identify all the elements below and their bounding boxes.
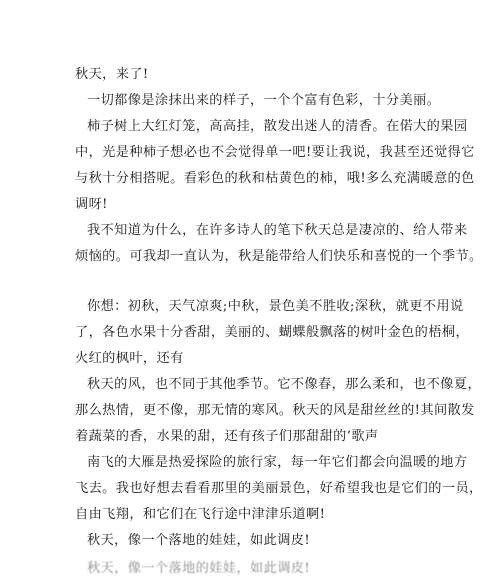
- text-line: 你想：初秋，天气凉爽;中秋，景色美不胜收;深秋，就更不用说: [87, 299, 464, 314]
- paragraph-6: [75, 450, 483, 528]
- text-line: 烦恼的。可我却一直认为，秋是能带给人们快乐和喜悦的一个季节。: [75, 249, 483, 264]
- paragraph-title: [75, 62, 435, 88]
- paragraph-8-cutoff: [75, 556, 435, 582]
- paragraph-7: [75, 528, 435, 554]
- paragraph-2: [75, 114, 475, 218]
- text-line: 与秋十分相搭呢。看彩色的秋和枯黄色的柿，哦!多么充满暖意的色: [75, 171, 475, 186]
- text-line: 那么热情，更不像，那无情的寒风。秋天的风是甜丝丝的!其间散发: [75, 403, 475, 418]
- text-line: 秋天，像一个落地的娃娃，如此调皮!: [87, 561, 311, 576]
- text-line: 自由飞翔，和它们在飞行途中津津乐道啊!: [75, 507, 326, 522]
- text-line: 着蔬菜的香，水果的甜，还有孩子们那甜甜的’歌声: [75, 429, 379, 444]
- text-line: 秋天，像一个落地的娃娃，如此调皮!: [87, 533, 311, 548]
- paragraph-5: [75, 372, 482, 450]
- text-line: 秋天的风，也不同于其他季节。它不像春，那么柔和，也不像夏，: [87, 377, 482, 392]
- paragraph-1: [75, 88, 441, 114]
- paragraph-4: [75, 294, 470, 372]
- text-line: 了，各色水果十分香甜，美丽的、蝴蝶般飘落的树叶金色的梧桐，: [75, 325, 470, 340]
- text-line: 柿子树上大红灯笼，高高挂，散发出迷人的清香。在偌大的果园: [87, 119, 468, 134]
- paragraph-3: [75, 218, 483, 270]
- text-line: 调呀!: [75, 197, 108, 212]
- text-line: 飞去。我也好想去看看那里的美丽景色，好希望我也是它们的一员，: [75, 481, 483, 496]
- text-line: 我不知道为什么，在许多诗人的笔下秋天总是凄凉的、给人带来: [87, 223, 468, 238]
- text-line: 一切都像是涂抹出来的样子，一个个富有色彩，十分美丽。: [87, 93, 441, 108]
- text-line: 中，光是种柿子想必也不会觉得单一吧!要让我说，我甚至还觉得它: [75, 145, 475, 160]
- text-line: 火红的枫叶，还有: [75, 351, 184, 366]
- text-line: 秋天，来了!: [75, 67, 149, 82]
- text-line: 南飞的大雁是热爱探险的旅行家，每一年它们都会向温暖的地方: [87, 455, 468, 470]
